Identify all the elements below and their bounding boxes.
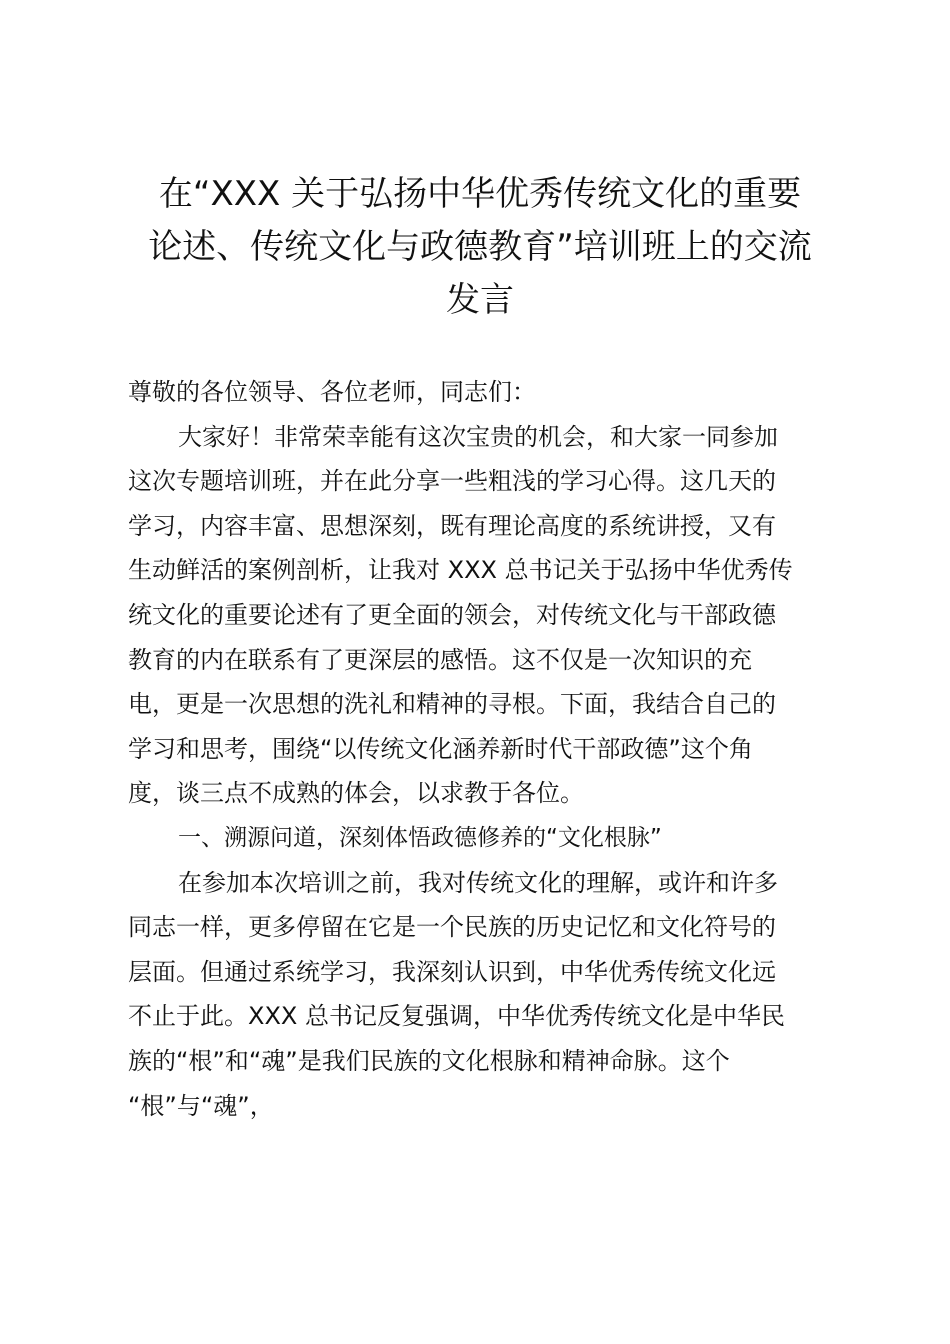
paragraph-line: 这次专题培训班，并在此分享一些粗浅的学习心得。这几天的 [128,467,776,496]
paragraph-line: 同志一样，更多停留在它是一个民族的历史记忆和文化符号的 [128,913,776,942]
paragraph-line: 度，谈三点不成熟的体会，以求教于各位。 [128,779,584,808]
paragraph-line: 统文化的重要论述有了更全面的领会，对传统文化与干部政德 [128,600,776,629]
section-heading: 一、溯源问道，深刻体悟政德修养的“文化根脉” [178,824,662,851]
paragraph-line: 电，更是一次思想的洗礼和精神的寻根。下面，我结合自己的 [128,690,776,719]
title-line: 论述、传统文化与政德教育”培训班上的交流 [148,227,812,267]
salutation: 尊敬的各位领导、各位老师，同志们： [128,378,536,406]
paragraph-line: 层面。但通过系统学习，我深刻认识到，中华优秀传统文化远 [128,957,776,986]
paragraph-line: 教育的内在联系有了更深层的感悟。这不仅是一次知识的充 [128,645,752,674]
document-title [120,168,840,327]
paragraph-line: 学习，内容丰富、思想深刻，既有理论高度的系统讲授，又有 [128,511,776,540]
paragraph-line: 不止于此。XXX 总书记反复强调，中华优秀传统文化是中华民 [128,1002,785,1031]
paragraph-line: 生动鲜活的案例剖析，让我对 XXX 总书记关于弘扬中华优秀传 [128,556,793,585]
paragraph-line: 学习和思考，围绕“以传统文化涵养新时代干部政德”这个角 [128,734,753,763]
paragraph-line: 族的“根”和“魂”是我们民族的文化根脉和精神命脉。这个 [128,1046,730,1075]
paragraph-line: 在参加本次培训之前，我对传统文化的理解，或许和许多 [178,868,778,897]
title-line: 发言 [446,280,514,320]
document-body [128,370,838,1128]
paragraph-line: “根”与“魂”， [128,1091,274,1120]
title-line: 在“XXX 关于弘扬中华优秀传统文化的重要 [158,174,802,214]
paragraph-line: 大家好！非常荣幸能有这次宝贵的机会，和大家一同参加 [178,422,778,451]
